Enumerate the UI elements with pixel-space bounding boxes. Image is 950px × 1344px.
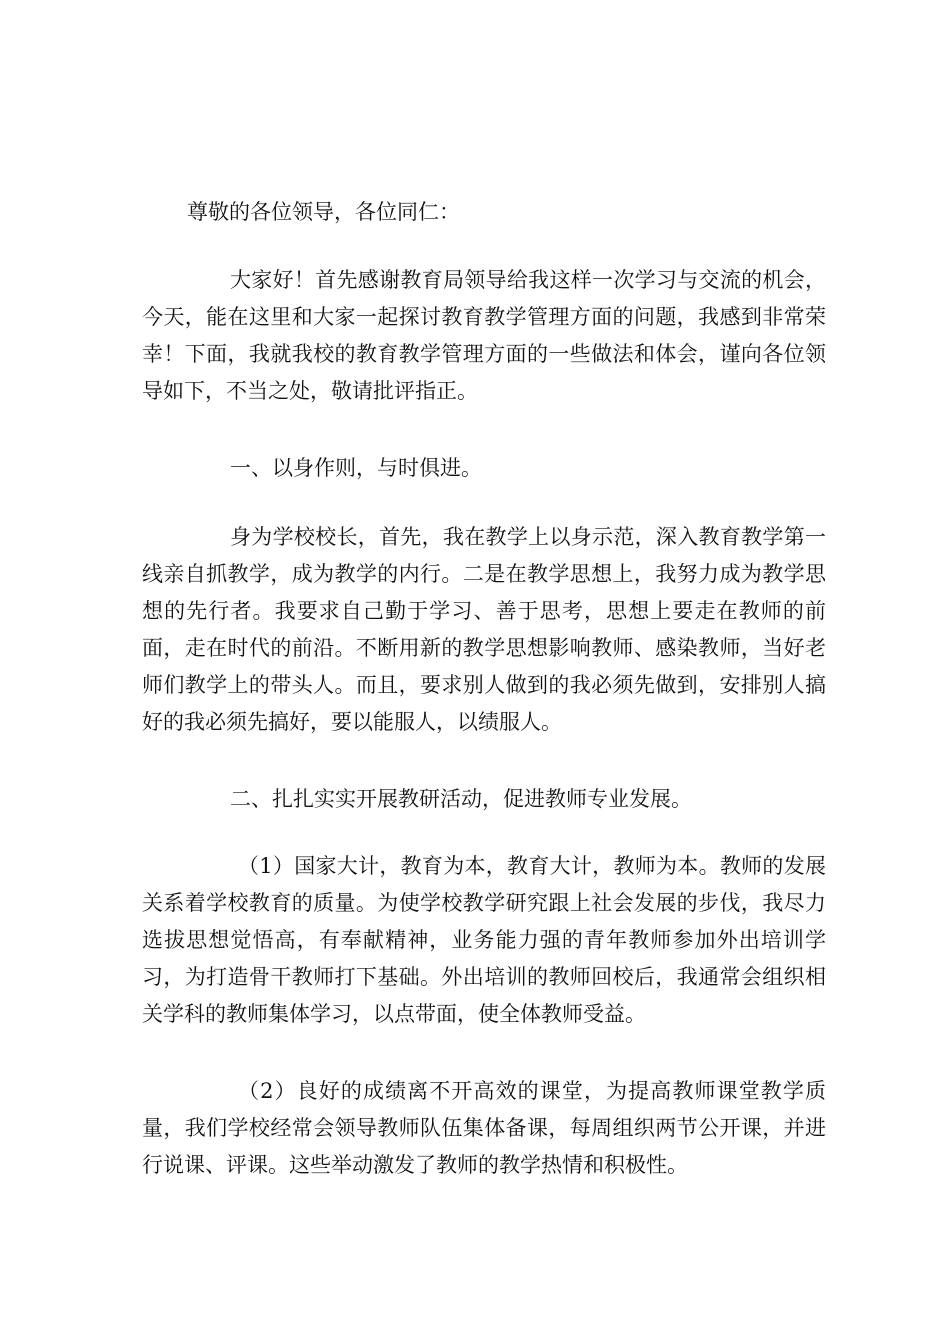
intro-paragraph: 大家好！首先感谢教育局领导给我这样一次学习与交流的机会，今天，能在这里和大家一起探讨教育教学管理方面的问题，我感到非常荣幸！下面，我就我校的教育教学管理方面的一些做法和体会，谨向各位领导如下，不当之处，敬请批评指正。 xyxy=(142,268,826,403)
greeting-line: 尊敬的各位领导，各位同仁： xyxy=(187,200,460,224)
section-1-heading: 一、以身作则，与时俱进。 xyxy=(230,456,482,480)
section-2-item-1: （1）国家大计，教育为本，教育大计，教师为本。教师的发展关系着学校教育的质量。为使学校教学研究跟上社会发展的步伐，我尽力选拔思想觉悟高，有奉献精神，业务能力强的青年教师参加外出培训学习，为打造骨干教师打下基础。外出培训的教师回校后，我通常会组织相关学科的教师集体学习，以点带面，使全体教师受益。 xyxy=(142,854,826,1026)
section-2-item-2: （2）良好的成绩离不开高效的课堂，为提高教师课堂教学质量，我们学校经常会领导教师队伍集体备课，每周组织两节公开课，并进行说课、评课。这些举动激发了教师的教学热情和积极性。 xyxy=(142,1079,826,1177)
section-2-heading: 二、扎扎实实开展教研活动，促进教师专业发展。 xyxy=(230,787,692,811)
section-1-body: 身为学校校长，首先，我在教学上以身示范，深入教育教学第一线亲自抓教学，成为教学的内行。二是在教学思想上，我努力成为教学思想的先行者。我要求自己勤于学习、善于思考，思想上要走在教师的前面，走在时代的前沿。不断用新的教学思想影响教师、感染教师，当好老师们教学上的带头人。而且，要求别人做到的我必须先做到，安排别人搞好的我必须先搞好，要以能服人，以绩服人。 xyxy=(142,525,826,734)
